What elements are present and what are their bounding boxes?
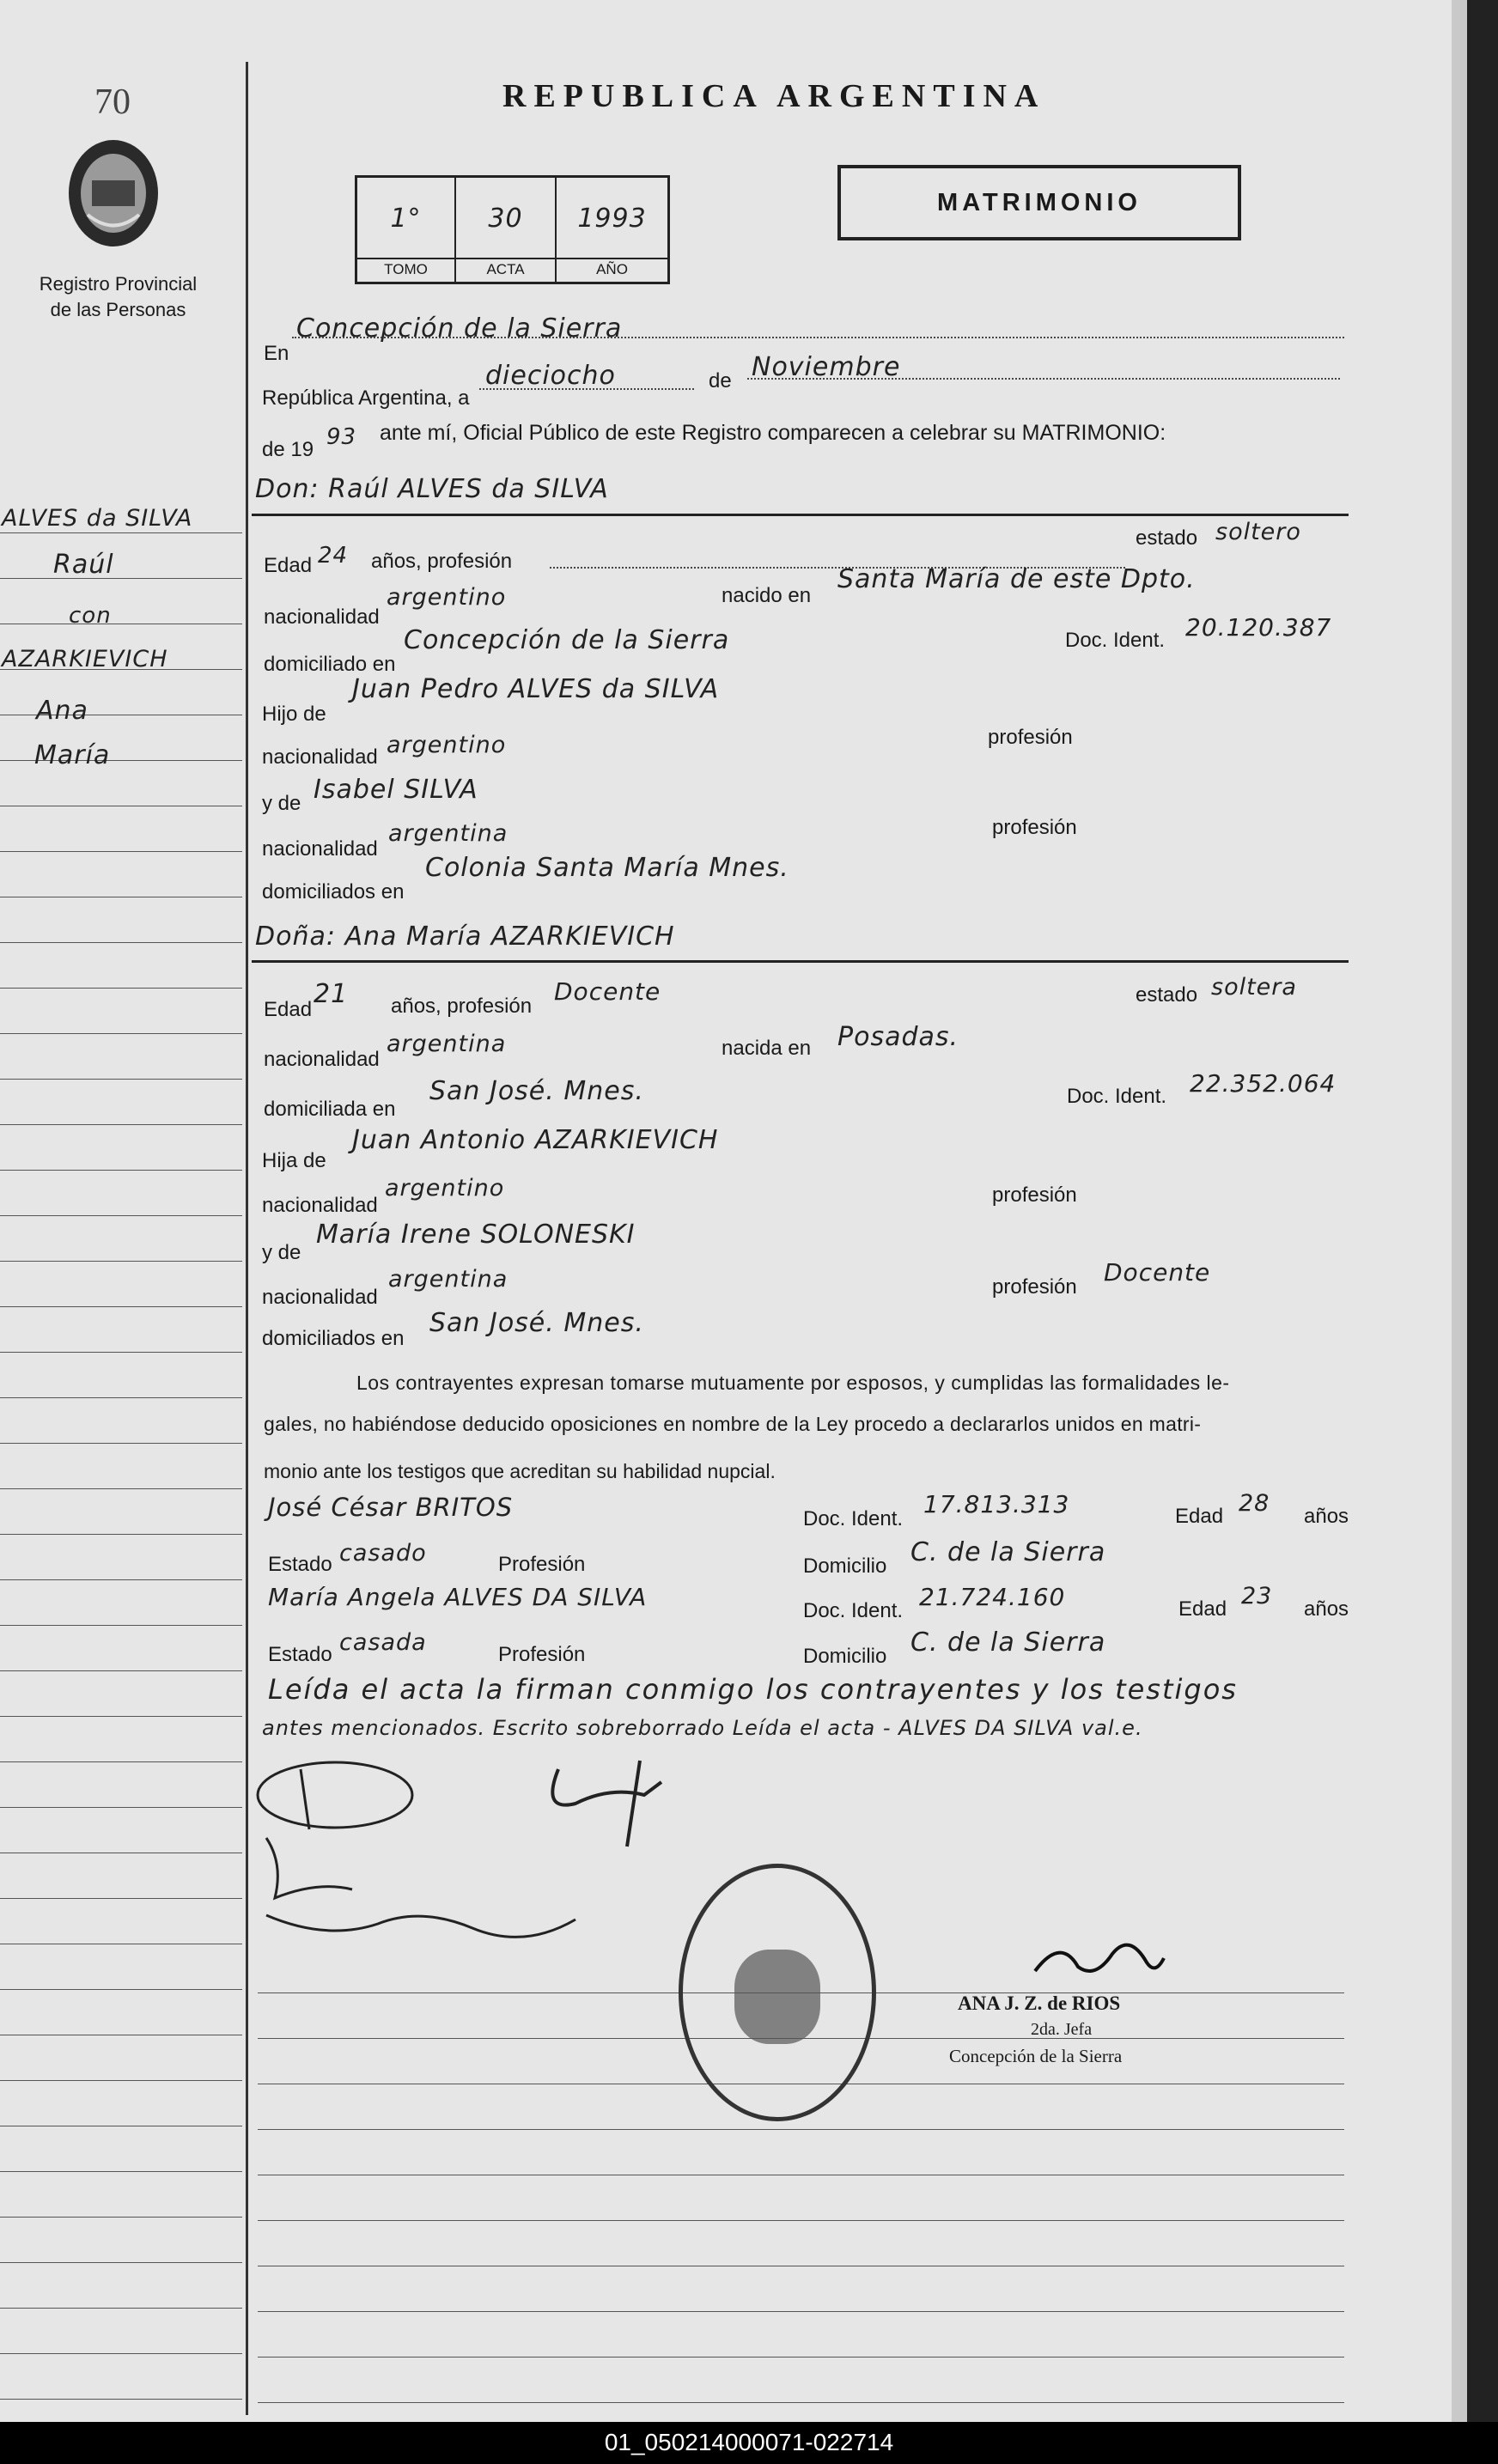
margin-ruled-line	[0, 1033, 242, 1034]
bride-nacida-label: nacida en	[722, 1037, 812, 1060]
bride-domiciliada-label: domiciliada en	[264, 1098, 396, 1121]
margin-ruled-line	[0, 1898, 242, 1899]
witness2-name: María Angela ALVES DA SILVA	[268, 1583, 648, 1611]
month: Noviembre	[752, 352, 901, 382]
bride-father-prof-label: profesión	[992, 1183, 1077, 1207]
margin-ruled-line	[0, 1488, 242, 1489]
margin-ruled-line	[0, 2217, 242, 2218]
witness1-profesion-label: Profesión	[498, 1553, 586, 1576]
intro-sentence: ante mí, Oficial Público de este Registro comparecen a celebrar su MATRIMONIO:	[380, 421, 1166, 445]
bride-profesion-label: años, profesión	[391, 995, 533, 1018]
bride-hija-label: Hija de	[262, 1149, 326, 1172]
footer-bar	[0, 2422, 1498, 2464]
officer-place: Concepción de la Sierra	[949, 2046, 1123, 2066]
bride-father-nac-label: nacionalidad	[262, 1194, 378, 1217]
bride-mother-nac: argentina	[388, 1266, 508, 1293]
declaration-line3: monio ante los testigos que acreditan su habilidad nupcial.	[264, 1460, 776, 1482]
margin-ruled-line	[0, 1670, 242, 1671]
bride-nacionalidad: argentina	[387, 1031, 507, 1057]
bride-separator	[252, 960, 1349, 963]
republica-label: República Argentina, a	[262, 386, 470, 410]
bride-mother-nac-label: nacionalidad	[262, 1286, 378, 1309]
witness1-doc-label: Doc. Ident.	[803, 1507, 904, 1530]
page-number: 70	[94, 82, 131, 122]
groom-mother-prof-label: profesión	[992, 816, 1077, 839]
groom-nacido-label: nacido en	[722, 584, 812, 607]
acta-label: ACTA	[456, 258, 555, 278]
groom-yde-label: y de	[262, 792, 301, 815]
groom-edad: 24	[318, 543, 349, 569]
witness1-domicilio-label: Domicilio	[803, 1554, 887, 1578]
margin-ruled-line	[0, 1716, 242, 1717]
file-id: 01_050214000071-022714	[604, 2429, 894, 2455]
groom-mother-nac-label: nacionalidad	[262, 837, 378, 861]
margin-ruled-line	[0, 1579, 242, 1580]
witness1-anos-label: años	[1304, 1505, 1349, 1528]
bride-heading: Doña: Ana María AZARKIEVICH	[255, 922, 675, 952]
declaration-line2: gales, no habiéndose deducido oposiciones en nombre de la Ley procedo a declararlos unidos en matri-	[264, 1413, 1202, 1435]
record-box	[355, 175, 670, 284]
declaration-line1: Los contrayentes expresan tomarse mutuamente por esposos, y cumplidas las formalidades le-	[356, 1372, 1230, 1394]
margin-ruled-line	[0, 1761, 242, 1762]
bride-edad-label: Edad	[264, 998, 313, 1021]
margin-first-name: Raúl	[53, 550, 114, 580]
ano-label: AÑO	[557, 258, 667, 278]
acta-value: 30	[488, 204, 523, 234]
margin-surname: ALVES da SILVA	[2, 505, 193, 532]
margin-ruled-line	[0, 1306, 242, 1307]
margin-ruled-line	[0, 942, 242, 943]
bride-nacionalidad-label: nacionalidad	[264, 1048, 380, 1071]
margin-rule	[246, 62, 248, 2415]
groom-edad-label: Edad	[264, 554, 313, 577]
margin-ruled-line	[0, 1170, 242, 1171]
registry-line2: de las Personas	[50, 299, 186, 320]
witness1-estado-label: Estado	[268, 1553, 332, 1576]
signature-ruled-line	[258, 2220, 1344, 2221]
groom-domiciliado-label: domiciliado en	[264, 653, 396, 676]
groom-domiciliados-label: domiciliados en	[262, 880, 405, 903]
doc-type: MATRIMONIO	[937, 189, 1142, 216]
bride-parents-domicilio: San José. Mnes.	[429, 1308, 644, 1338]
witness2-edad-label: Edad	[1178, 1597, 1227, 1621]
bride-mother: María Irene SOLONESKI	[316, 1220, 636, 1250]
officer-name: ANA J. Z. de RIOS	[958, 1992, 1121, 2014]
margin-ruled-line	[0, 1261, 242, 1262]
witness1-domicilio: C. de la Sierra	[910, 1537, 1106, 1567]
year-prefix: de 19	[262, 438, 314, 461]
margin-ruled-line	[0, 532, 242, 533]
margin-ruled-line	[0, 988, 242, 989]
groom-doc-label: Doc. Ident.	[1065, 629, 1166, 652]
groom-heading: Don: Raúl ALVES da SILVA	[255, 474, 609, 504]
witness2-estado: casada	[339, 1629, 427, 1656]
province-emblem-icon	[62, 133, 165, 253]
groom-father: Juan Pedro ALVES da SILVA	[352, 674, 720, 704]
margin-ruled-line	[0, 2080, 242, 2081]
registry-line1: Registro Provincial	[39, 273, 198, 295]
groom-parents-domicilio: Colonia Santa María Mnes.	[425, 853, 789, 883]
en-label: En	[264, 342, 289, 365]
doc-type-box	[837, 165, 1241, 240]
signatures-icon	[249, 1735, 1022, 1958]
bride-doc-label: Doc. Ident.	[1067, 1085, 1167, 1108]
ano-value: 1993	[577, 204, 647, 234]
bride-domiciliados-label: domiciliados en	[262, 1327, 405, 1350]
document-title: REPUBLICA ARGENTINA	[502, 78, 1046, 114]
witness1-edad: 28	[1239, 1490, 1270, 1517]
margin-ruled-line	[0, 1443, 242, 1444]
de-label: de	[709, 369, 732, 392]
bride-mother-prof-label: profesión	[992, 1275, 1077, 1299]
officer-role: 2da. Jefa	[1031, 2020, 1093, 2039]
bride-doc: 22.352.064	[1190, 1069, 1337, 1098]
margin-bride-name1: Ana	[36, 696, 88, 726]
margin-ruled-line	[0, 2308, 242, 2309]
bride-profesion: Docente	[554, 977, 661, 1006]
groom-estado: soltero	[1215, 519, 1301, 545]
groom-nacionalidad-label: nacionalidad	[264, 605, 380, 629]
witness2-domicilio: C. de la Sierra	[910, 1627, 1106, 1658]
margin-ruled-line	[0, 2353, 242, 2354]
margin-ruled-line	[0, 1625, 242, 1626]
groom-father-nac: argentino	[387, 732, 507, 758]
witness2-doc: 21.724.160	[919, 1583, 1066, 1611]
margin-ruled-line	[0, 1989, 242, 1990]
official-seal-icon	[679, 1864, 876, 2121]
witness2-anos-label: años	[1304, 1597, 1349, 1621]
groom-nacionalidad: argentino	[387, 584, 507, 611]
closing-line1: Leída el acta la firman conmigo los contrayentes y los testigos	[268, 1673, 1238, 1706]
witness1-estado: casado	[339, 1540, 427, 1567]
margin-con: con	[69, 603, 112, 629]
margin-ruled-line	[0, 1124, 242, 1125]
groom-mother-nac: argentina	[388, 820, 508, 847]
bride-estado-label: estado	[1136, 983, 1198, 1007]
groom-separator	[252, 514, 1349, 516]
groom-mother: Isabel SILVA	[314, 775, 478, 805]
day: dieciocho	[485, 361, 616, 391]
witness2-doc-label: Doc. Ident.	[803, 1599, 904, 1622]
margin-ruled-line	[0, 851, 242, 852]
bride-father: Juan Antonio AZARKIEVICH	[352, 1125, 719, 1155]
margin-ruled-line	[0, 1397, 242, 1398]
signature-ruled-line	[258, 2357, 1344, 2358]
officer-signature-icon	[1026, 1928, 1172, 1988]
bride-father-nac: argentino	[385, 1175, 505, 1202]
groom-nacido: Santa María de este Dpto.	[837, 564, 1196, 594]
tomo-value: 1°	[390, 204, 422, 234]
margin-ruled-line	[0, 1215, 242, 1216]
tomo-label: TOMO	[357, 258, 454, 278]
bride-yde-label: y de	[262, 1241, 301, 1264]
signature-ruled-line	[258, 2311, 1344, 2312]
signature-ruled-line	[258, 2402, 1344, 2403]
groom-father-nac-label: nacionalidad	[262, 745, 378, 769]
witness2-estado-label: Estado	[268, 1643, 332, 1666]
signature-ruled-line	[258, 2129, 1344, 2130]
witness1-edad-label: Edad	[1175, 1505, 1224, 1528]
margin-ruled-line	[0, 2171, 242, 2172]
margin-ruled-line	[0, 1534, 242, 1535]
margin-ruled-line	[0, 1079, 242, 1080]
margin-ruled-line	[0, 2399, 242, 2400]
witness2-profesion-label: Profesión	[498, 1643, 586, 1666]
witness2-domicilio-label: Domicilio	[803, 1645, 887, 1668]
margin-bride-name2: María	[34, 740, 111, 770]
groom-estado-label: estado	[1136, 526, 1198, 550]
margin-ruled-line	[0, 578, 242, 579]
groom-domicilio: Concepción de la Sierra	[404, 625, 730, 655]
groom-profesion-label: años, profesión	[371, 550, 513, 573]
bride-estado: soltera	[1211, 974, 1297, 1001]
bride-nacida: Posadas.	[837, 1022, 959, 1052]
groom-father-prof-label: profesión	[988, 726, 1073, 749]
bride-edad: 21	[314, 979, 349, 1009]
margin-ruled-line	[0, 1807, 242, 1808]
bride-domicilio: San José. Mnes.	[429, 1076, 644, 1106]
closing-line2: antes mencionados. Escrito sobreborrado Leída el acta - ALVES DA SILVA val.e.	[262, 1716, 1143, 1740]
witness1-name: José César BRITOS	[268, 1493, 514, 1522]
bride-mother-prof: Docente	[1104, 1258, 1211, 1287]
groom-hijo-label: Hijo de	[262, 703, 326, 726]
margin-ruled-line	[0, 1352, 242, 1353]
margin-bride-surname: AZARKIEVICH	[2, 646, 168, 672]
margin-ruled-line	[0, 2262, 242, 2263]
place: Concepción de la Sierra	[296, 313, 623, 344]
groom-doc: 20.120.387	[1185, 613, 1332, 642]
witness2-edad: 23	[1241, 1583, 1273, 1609]
year-suffix: 93	[326, 424, 357, 450]
page-edge	[1452, 0, 1498, 2422]
witness1-doc: 17.813.313	[923, 1490, 1070, 1518]
